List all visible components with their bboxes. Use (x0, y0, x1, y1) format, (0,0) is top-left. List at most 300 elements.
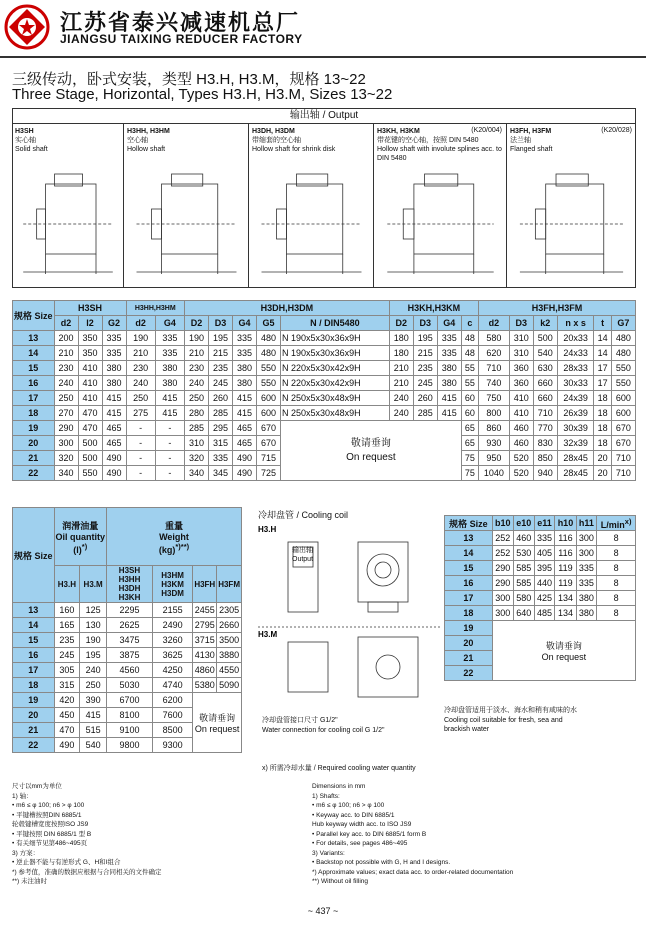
table-cell: 5090 (217, 678, 242, 693)
weight-unit: (kg) (158, 544, 176, 555)
table-cell: - (155, 466, 184, 481)
table-cell: 3880 (217, 648, 242, 663)
table-row (445, 561, 636, 576)
table-cell: 215 (208, 346, 232, 361)
table-cell: 335 (437, 346, 461, 361)
table-cell: 18 (594, 406, 611, 421)
table-cell: 210 (126, 346, 155, 361)
request-en: On request (346, 451, 396, 463)
table-cell: 290 (492, 561, 513, 576)
table-cell: 190 (184, 331, 208, 346)
table-row (13, 406, 636, 421)
size-cell: 21 (13, 723, 55, 738)
table-cell: 65 (461, 436, 478, 451)
table-cell: 530 (513, 546, 534, 561)
table-cell: 190 (126, 331, 155, 346)
note-line: • Backstop not possible with G, H and I designs. (312, 859, 451, 866)
note-line: • 逆止器不能与有逆形式 G、H和I组合 (12, 859, 121, 866)
table-cell: 415 (437, 406, 461, 421)
size-cell: 16 (13, 648, 55, 663)
column-header: H3FH (193, 566, 217, 603)
table-cell: 335 (233, 331, 257, 346)
coil-table (444, 515, 636, 681)
table-cell: 260 (413, 391, 437, 406)
table-cell: 200 (54, 331, 78, 346)
dimensions-table (12, 300, 636, 481)
table-row (13, 603, 242, 618)
coil-suit-cn: 冷却盘管适用于淡水、海水和稍有咸味的水 (444, 707, 577, 714)
table-cell: 415 (155, 391, 184, 406)
output-panel (249, 124, 374, 288)
column-header: H3HM H3KM H3DM (152, 566, 192, 603)
panel-code: H3KH, H3KM (377, 128, 420, 135)
size-cell: 16 (445, 576, 493, 591)
table-cell: 490 (233, 466, 257, 481)
output-panel (124, 124, 249, 288)
coil-suit-en1: Cooling coil suitable for fresh, sea and (444, 717, 563, 724)
table-cell: 640 (513, 606, 534, 621)
column-header: k2 (533, 316, 557, 331)
table-cell: 415 (437, 391, 461, 406)
table-cell: 5380 (193, 678, 217, 693)
table-cell: 3475 (107, 633, 153, 648)
column-header: d2 (479, 316, 510, 331)
table-cell: 245 (208, 376, 232, 391)
table-cell: 550 (78, 466, 102, 481)
table-cell: 750 (479, 391, 510, 406)
table-cell: 425 (534, 591, 555, 606)
table-cell: 240 (80, 663, 107, 678)
coil-h3m-label: H3.M (258, 630, 278, 639)
table-row (13, 618, 242, 633)
table-cell: 490 (54, 738, 80, 753)
column-header: h10 (555, 516, 576, 531)
page-number: ~ 437 ~ (307, 906, 339, 916)
coil-size-header: 规格 Size (445, 516, 493, 531)
table-cell: 335 (233, 346, 257, 361)
table-cell: 380 (102, 376, 126, 391)
oil-unit: (l) (73, 544, 82, 555)
table-cell: - (126, 421, 155, 436)
table-cell: 335 (102, 331, 126, 346)
panel-cn: 空心轴 (127, 137, 148, 144)
note-line: 轮毂键槽宽度按照ISO JS9 (12, 821, 89, 828)
coil-suit-en2: brackish water (444, 726, 490, 733)
table-cell: 830 (533, 436, 557, 451)
table-cell: 415 (233, 391, 257, 406)
table-cell: 8 (597, 531, 636, 546)
size-cell: 17 (445, 591, 493, 606)
table-cell: 20 (594, 466, 611, 481)
table-cell: 48 (461, 346, 478, 361)
request-cn: 敬请垂询 (350, 437, 391, 449)
table-cell: 4740 (152, 678, 192, 693)
table-cell: - (126, 451, 155, 466)
table-cell: 340 (184, 466, 208, 481)
size-cell: 14 (13, 346, 55, 361)
table-cell: 670 (257, 436, 281, 451)
table-cell: 470 (78, 406, 102, 421)
table-cell: 710 (479, 361, 510, 376)
column-header: d2 (126, 316, 155, 331)
column-header: G5 (257, 316, 281, 331)
table-cell: 65 (461, 421, 478, 436)
panel-text (15, 127, 48, 154)
table-cell: 300 (54, 436, 78, 451)
size-cell: 16 (13, 376, 55, 391)
table-cell: 250 (126, 391, 155, 406)
table-cell: 390 (80, 693, 107, 708)
table-cell: 310 (509, 346, 533, 361)
coil-drawing (258, 522, 440, 712)
reducer-drawing (507, 164, 636, 284)
column-header: G7 (611, 316, 635, 331)
size-cell: 19 (13, 421, 55, 436)
note-line: 3) 方案： (12, 849, 40, 857)
table-cell: 17 (594, 361, 611, 376)
table-cell: 235 (208, 361, 232, 376)
note-line: • m6 ≤ φ 100; n6 > φ 100 (312, 802, 385, 809)
request-cn: 敬请垂询 (545, 641, 582, 651)
table-cell: 540 (533, 346, 557, 361)
table-cell: - (155, 436, 184, 451)
column-header: e10 (513, 516, 534, 531)
table-cell: 260 (208, 391, 232, 406)
table-cell: 415 (233, 406, 257, 421)
column-header: D2 (184, 316, 208, 331)
note-line: • For details, see pages 486~495 (312, 840, 408, 847)
table-cell: 130 (80, 618, 107, 633)
table-cell: 305 (54, 663, 80, 678)
table-cell: 215 (413, 346, 437, 361)
table-cell: 360 (509, 376, 533, 391)
table-cell: 940 (533, 466, 557, 481)
oil-sup: *) (81, 541, 88, 551)
table-cell: 415 (102, 406, 126, 421)
size-cell: 13 (13, 603, 55, 618)
table-cell: 660 (533, 376, 557, 391)
table-cell: 245 (54, 648, 80, 663)
output-header: 输出轴 / Output (12, 108, 636, 124)
table-cell: 740 (479, 376, 510, 391)
table-cell: 470 (54, 723, 80, 738)
table-cell: 75 (461, 451, 478, 466)
table-cell: 285 (184, 421, 208, 436)
company-logo (4, 4, 50, 50)
table-cell: 300 (492, 606, 513, 621)
table-cell: 26x39 (557, 406, 594, 421)
table-cell: 240 (389, 406, 413, 421)
request-cn: 敬请垂询 (199, 713, 236, 723)
table-cell: 2660 (217, 618, 242, 633)
table-cell: 310 (509, 331, 533, 346)
table-cell: 380 (155, 376, 184, 391)
table-cell: 540 (80, 738, 107, 753)
note-line: 1) 轴： (12, 792, 33, 800)
table-cell: 670 (257, 421, 281, 436)
table-cell: 480 (611, 331, 635, 346)
table-cell: 165 (54, 618, 80, 633)
table-cell: 300 (576, 531, 597, 546)
panel-ref: (K20/028) (601, 127, 632, 134)
reducer-drawing (124, 164, 249, 284)
table-cell: 9100 (107, 723, 153, 738)
table-cell: 670 (611, 436, 635, 451)
table-cell: 350 (78, 331, 102, 346)
table-cell: 30x39 (557, 421, 594, 436)
table-row (445, 576, 636, 591)
table-cell: 210 (184, 346, 208, 361)
table-cell: 125 (80, 603, 107, 618)
panel-en: Hollow shaft with involute splines acc. to DIN 5480 (377, 146, 502, 162)
table-cell: 9300 (152, 738, 192, 753)
table-cell: 235 (413, 361, 437, 376)
table-cell: 380 (233, 361, 257, 376)
note-line: *) 参考值，准确的数据应根据与合同相关的文件确定 (12, 868, 162, 876)
table-cell: 930 (479, 436, 510, 451)
panel-cn: 带缩套的空心轴 (252, 137, 301, 144)
table-cell: 460 (509, 421, 533, 436)
table-cell: - (126, 466, 155, 481)
column-header: e11 (534, 516, 555, 531)
size-cell: 21 (445, 651, 493, 666)
table-cell: 195 (413, 331, 437, 346)
table-cell: 465 (102, 436, 126, 451)
table-cell: 335 (534, 531, 555, 546)
table-cell: 380 (576, 591, 597, 606)
table-cell: N 220x5x30x42x9H (281, 361, 390, 376)
table-cell: 480 (257, 346, 281, 361)
table-cell: 18 (594, 391, 611, 406)
size-cell: 17 (13, 663, 55, 678)
note-line: 尺寸以mm为单位 (12, 783, 62, 790)
table-cell: 380 (437, 376, 461, 391)
table-cell: 4860 (193, 663, 217, 678)
table-cell: 410 (78, 361, 102, 376)
column-header: H3SH H3HH H3DH H3KH (107, 566, 153, 603)
request-en: On request (194, 724, 240, 734)
table-cell: 17 (594, 376, 611, 391)
table-cell: 585 (513, 576, 534, 591)
header-divider (0, 56, 646, 58)
table-cell: 195 (80, 648, 107, 663)
table-cell: 320 (54, 451, 78, 466)
size-cell: 22 (445, 666, 493, 681)
column-header: H3FM (217, 566, 242, 603)
table-cell: 335 (155, 346, 184, 361)
table-cell: 600 (611, 391, 635, 406)
table-cell: 32x39 (557, 436, 594, 451)
table-cell: 270 (54, 406, 78, 421)
table-cell: 670 (611, 421, 635, 436)
table-row (13, 376, 636, 391)
table-cell: 300 (576, 546, 597, 561)
table-cell: 465 (233, 436, 257, 451)
coil-output-en: Output (292, 556, 314, 563)
table-cell: 8 (597, 546, 636, 561)
table-cell: N 190x5x30x36x9H (281, 346, 390, 361)
company-name-cn: 江苏省泰兴减速机总厂 (60, 10, 301, 35)
table-cell: 710 (533, 406, 557, 421)
column-header: D3 (208, 316, 232, 331)
table-cell: 240 (126, 376, 155, 391)
table-cell: 210 (389, 376, 413, 391)
table-row (445, 621, 636, 636)
note-line: 3) Variants: (312, 849, 345, 857)
table-row (13, 663, 242, 678)
table-cell: 14 (594, 331, 611, 346)
table-cell: 380 (233, 376, 257, 391)
size-cell: 20 (445, 636, 493, 651)
table-cell: 380 (437, 361, 461, 376)
table-cell: 800 (479, 406, 510, 421)
table-cell: 3260 (152, 633, 192, 648)
table-cell: 8 (597, 576, 636, 591)
coil-title: 冷却盘管 / Cooling coil (258, 510, 349, 520)
table-cell: 2455 (193, 603, 217, 618)
table-cell: 410 (509, 406, 533, 421)
table-cell: 180 (389, 346, 413, 361)
page-title-cn: 三级传动，卧式安装，类型 H3.H, H3.M，规格 13~22 (12, 71, 366, 88)
request-en: On request (541, 652, 587, 662)
table-cell: 240 (389, 391, 413, 406)
size-cell: 15 (13, 633, 55, 648)
column-header: l2 (78, 316, 102, 331)
table-cell: 550 (611, 361, 635, 376)
note-line: **) 未注油时 (12, 878, 48, 885)
column-header: c (461, 316, 478, 331)
table-cell: 55 (461, 376, 478, 391)
table-row (13, 648, 242, 663)
table-cell: 28x45 (557, 466, 594, 481)
table-cell: 585 (513, 561, 534, 576)
table-cell: 550 (257, 376, 281, 391)
table-row (13, 693, 242, 708)
table-cell: 5030 (107, 678, 153, 693)
table-cell: 18 (594, 436, 611, 451)
panel-en: Hollow shaft (127, 146, 166, 153)
table-cell: 230 (54, 361, 78, 376)
table-cell: 725 (257, 466, 281, 481)
table-cell: 465 (233, 421, 257, 436)
table-row (445, 591, 636, 606)
table-cell: 340 (54, 466, 78, 481)
panel-text (127, 127, 170, 154)
column-header: G2 (102, 316, 126, 331)
table-cell: 290 (492, 576, 513, 591)
note-line: • m6 ≤ φ 100; n6 > φ 100 (12, 802, 85, 809)
output-panel (507, 124, 636, 288)
table-cell: 630 (533, 361, 557, 376)
table-row (445, 606, 636, 621)
column-header: b10 (492, 516, 513, 531)
table-row (13, 678, 242, 693)
table-cell: 335 (576, 561, 597, 576)
table-cell: 415 (155, 406, 184, 421)
table-cell: 245 (413, 376, 437, 391)
size-cell: 22 (13, 466, 55, 481)
table-cell: 420 (54, 693, 80, 708)
table-cell: 4250 (152, 663, 192, 678)
table-cell: 710 (611, 451, 635, 466)
table-cell: 550 (611, 376, 635, 391)
note-line: • Keyway acc. to DIN 6885/1 (312, 811, 395, 819)
table-cell: 3625 (152, 648, 192, 663)
panel-text (510, 127, 552, 154)
table-cell: 315 (54, 678, 80, 693)
note-line: *) Approximate values; exact data acc. to order-related documentation (312, 868, 514, 876)
table-cell: 310 (184, 436, 208, 451)
table-cell: 230 (184, 361, 208, 376)
table-cell: 360 (509, 361, 533, 376)
size-header: 规格 Size (13, 301, 55, 331)
table-cell: 950 (479, 451, 510, 466)
table-cell: 460 (509, 436, 533, 451)
panel-code: H3DH, H3DM (252, 128, 295, 135)
column-header: G4 (437, 316, 461, 331)
panel-code: H3HH, H3HM (127, 128, 170, 135)
table-cell: 295 (208, 421, 232, 436)
table-cell: 28x45 (557, 451, 594, 466)
table-cell: 8100 (107, 708, 153, 723)
table-cell: 55 (461, 361, 478, 376)
column-header: $L/\min^{x)}$ (597, 516, 636, 531)
group-h3kh: H3KH,H3KM (389, 301, 478, 316)
weight-cn: 重量 (165, 520, 184, 531)
table-cell: 450 (54, 708, 80, 723)
table-cell: 335 (208, 451, 232, 466)
table-cell: 480 (257, 331, 281, 346)
table-cell: 240 (54, 376, 78, 391)
table-cell: 320 (184, 451, 208, 466)
table-cell: 285 (208, 406, 232, 421)
x-mark: x) (624, 516, 632, 526)
column-header: D3 (509, 316, 533, 331)
note-line: Dimensions in mm (312, 783, 366, 790)
table-cell: 235 (54, 633, 80, 648)
table-cell: 8500 (152, 723, 192, 738)
table-cell: 2625 (107, 618, 153, 633)
table-cell: 250 (184, 391, 208, 406)
on-request-cell (193, 693, 242, 753)
table-cell: 2490 (152, 618, 192, 633)
table-cell: 210 (389, 361, 413, 376)
table-cell: 465 (102, 421, 126, 436)
reducer-drawing (374, 164, 507, 284)
column-header: h11 (576, 516, 597, 531)
output-panel (374, 124, 507, 288)
table-cell: 415 (102, 391, 126, 406)
table-cell: 75 (461, 466, 478, 481)
size-cell: 17 (13, 391, 55, 406)
table-row (13, 391, 636, 406)
note-line: Hub keyway width acc. to ISO JS9 (312, 821, 412, 828)
oil-weight-table (12, 507, 242, 753)
table-cell: 6700 (107, 693, 153, 708)
table-cell: 290 (54, 421, 78, 436)
table-cell: 20 (594, 451, 611, 466)
on-request-cell (492, 621, 635, 681)
table-cell: 252 (492, 546, 513, 561)
column-header: N / DIN5480 (281, 316, 390, 331)
table-cell: 300 (492, 591, 513, 606)
table-cell: 410 (509, 391, 533, 406)
table-cell: 190 (80, 633, 107, 648)
table-cell: 180 (389, 331, 413, 346)
note-line: 1) Shafts: (312, 792, 340, 800)
table-cell: 119 (555, 561, 576, 576)
panel-cn: 实心轴 (15, 137, 36, 144)
